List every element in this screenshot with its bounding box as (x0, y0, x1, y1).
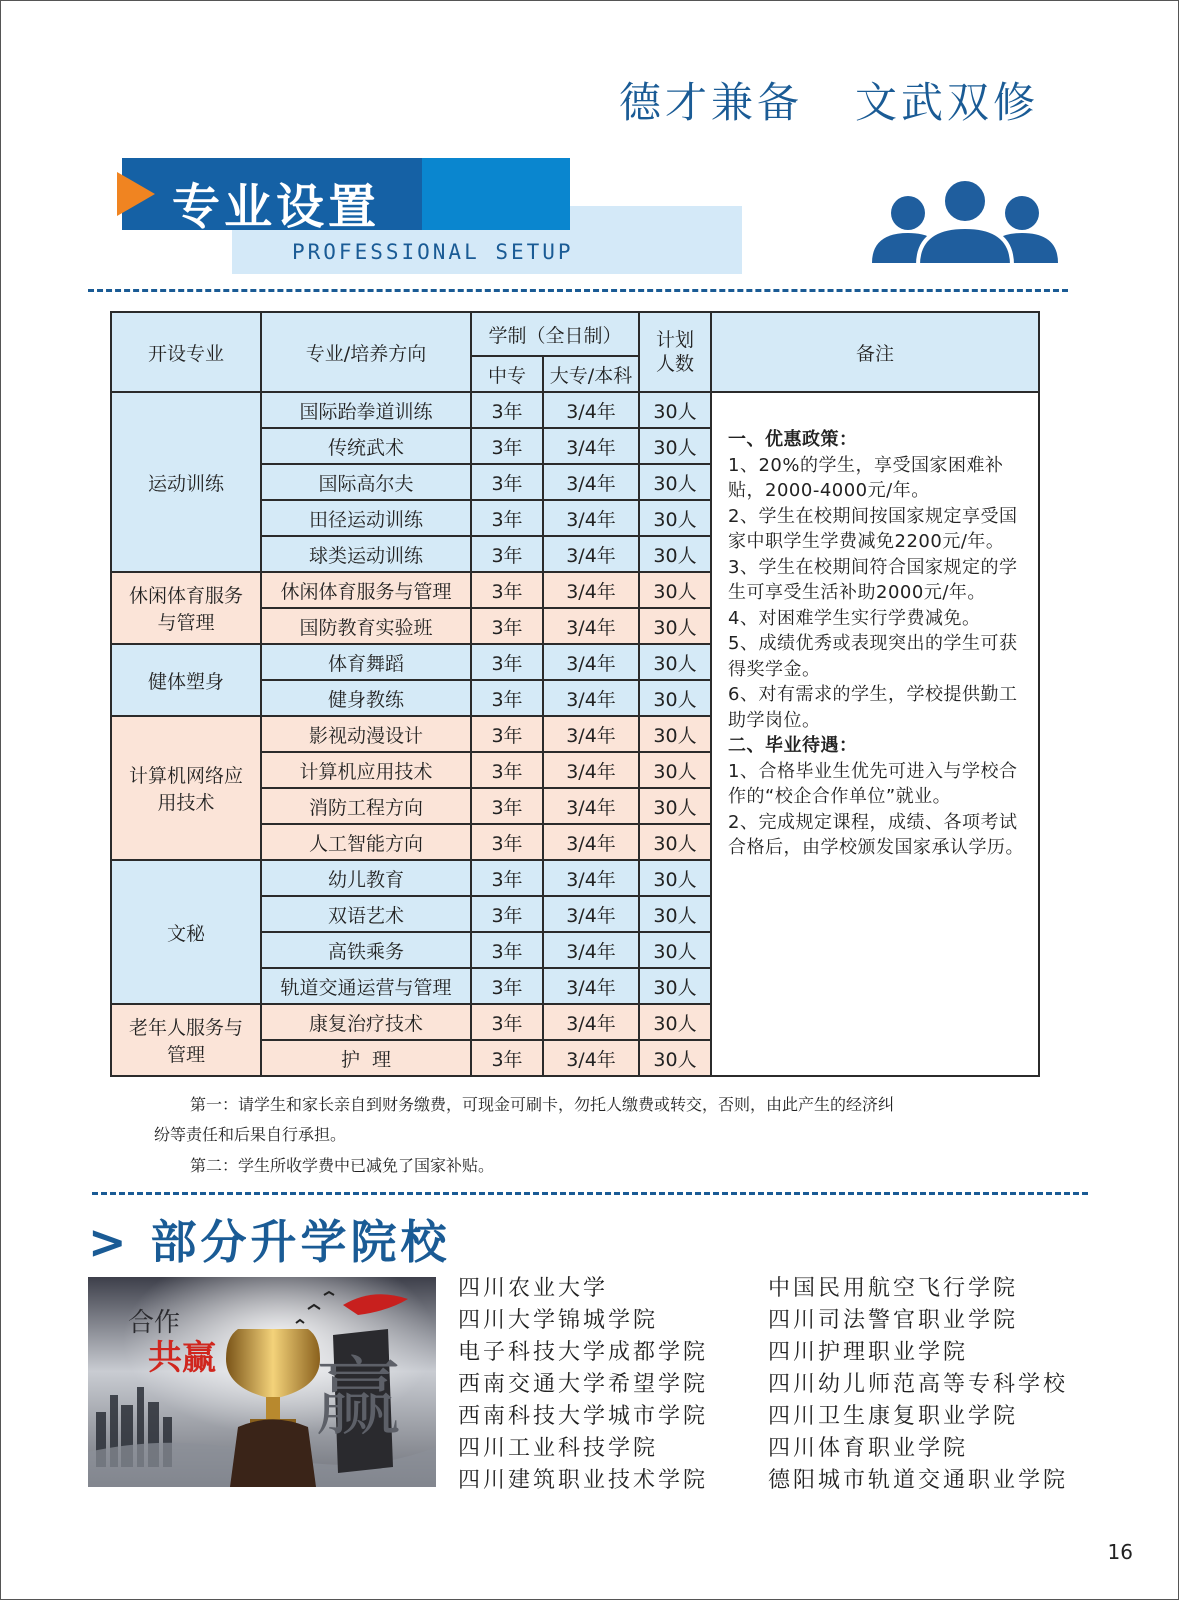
direction-cell: 影视动漫设计 (261, 716, 471, 752)
plan-cell: 30人 (639, 1040, 711, 1076)
zhongzhuan-cell: 3年 (471, 968, 543, 1004)
plan-cell: 30人 (639, 1004, 711, 1040)
school-item: 电子科技大学成都学院 (458, 1340, 709, 1365)
dazhuan-cell: 3/4年 (543, 464, 639, 500)
header-schooling: 学制（全日制） (471, 312, 639, 356)
dazhuan-cell: 3/4年 (543, 752, 639, 788)
header-direction: 专业/培养方向 (261, 312, 471, 392)
plan-cell: 30人 (639, 716, 711, 752)
section2-title: > 部分升学院校 (88, 1215, 451, 1269)
school-item: 四川工业科技学院 (458, 1436, 659, 1461)
major-table (110, 311, 1040, 1077)
plan-cell: 30人 (639, 500, 711, 536)
note-line: 6、对有需求的学生，学校提供勤工助学岗位。 (728, 684, 1018, 731)
direction-cell: 护 理 (261, 1040, 471, 1076)
notes-cell (711, 392, 1039, 1076)
dazhuan-cell: 3/4年 (543, 932, 639, 968)
school-item: 四川农业大学 (458, 1276, 609, 1301)
school-item: 四川体育职业学院 (768, 1436, 969, 1461)
section-header-band-mid (422, 158, 570, 230)
school-item: 四川大学锦城学院 (458, 1308, 659, 1333)
table-row (111, 392, 1039, 428)
divider-top (88, 289, 1068, 292)
dazhuan-cell: 3/4年 (543, 680, 639, 716)
dazhuan-cell: 3/4年 (543, 536, 639, 572)
direction-cell: 国际高尔夫 (261, 464, 471, 500)
section-title: 专业设置 (172, 179, 381, 235)
school-item: 四川建筑职业技术学院 (458, 1468, 709, 1493)
plan-cell: 30人 (639, 464, 711, 500)
zhongzhuan-cell: 3年 (471, 644, 543, 680)
header-dazhuan: 大专/本科 (543, 356, 639, 392)
header-notes: 备注 (711, 312, 1039, 392)
school-item: 四川司法警官职业学院 (768, 1308, 1019, 1333)
plan-cell: 30人 (639, 788, 711, 824)
zhongzhuan-cell: 3年 (471, 896, 543, 932)
zhongzhuan-cell: 3年 (471, 860, 543, 896)
header-plan (639, 312, 711, 392)
zhongzhuan-cell: 3年 (471, 680, 543, 716)
direction-cell: 健身教练 (261, 680, 471, 716)
school-item: 四川护理职业学院 (768, 1340, 969, 1365)
photo-win-text: 共赢 (148, 1338, 216, 1378)
major-cell: 计算机网络应用技术 (111, 716, 261, 860)
direction-cell: 体育舞蹈 (261, 644, 471, 680)
zhongzhuan-cell: 3年 (471, 1004, 543, 1040)
direction-cell: 国际跆拳道训练 (261, 392, 471, 428)
school-item: 西南科技大学城市学院 (458, 1404, 709, 1429)
direction-cell: 休闲体育服务与管理 (261, 572, 471, 608)
divider-bottom (92, 1192, 1088, 1195)
page-number: 16 (1107, 1540, 1133, 1564)
zhongzhuan-cell: 3年 (471, 788, 543, 824)
dazhuan-cell: 3/4年 (543, 788, 639, 824)
header-zhongzhuan: 中专 (471, 356, 543, 392)
school-item: 中国民用航空飞行学院 (768, 1276, 1019, 1301)
school-item: 西南交通大学希望学院 (458, 1372, 709, 1397)
arrow-icon (117, 172, 155, 216)
plan-cell: 30人 (639, 860, 711, 896)
plan-cell: 30人 (639, 968, 711, 1004)
zhongzhuan-cell: 3年 (471, 572, 543, 608)
dazhuan-cell: 3/4年 (543, 716, 639, 752)
plan-cell: 30人 (639, 608, 711, 644)
major-cell: 老年人服务与管理 (111, 1004, 261, 1076)
table-body (111, 392, 1039, 1076)
direction-cell: 轨道交通运营与管理 (261, 968, 471, 1004)
footnote-1-continued: 纷等责任和后果自行承担。 (154, 1125, 347, 1144)
dazhuan-cell: 3/4年 (543, 824, 639, 860)
zhongzhuan-cell: 3年 (471, 932, 543, 968)
section-subtitle: PROFESSIONAL SETUP (292, 240, 574, 264)
plan-cell: 30人 (639, 932, 711, 968)
direction-cell: 球类运动训练 (261, 536, 471, 572)
slogan: 德才兼备 文武双修 (618, 78, 1039, 127)
plan-cell: 30人 (639, 428, 711, 464)
plan-cell: 30人 (639, 824, 711, 860)
plan-cell: 30人 (639, 896, 711, 932)
cooperation-win-photo (88, 1277, 436, 1487)
footnote-2: 第二：学生所收学费中已减免了国家补贴。 (190, 1156, 495, 1175)
note-line: 5、成绩优秀或表现突出的学生可获得奖学金。 (728, 633, 1018, 680)
school-item: 四川卫生康复职业学院 (768, 1404, 1019, 1429)
note-line: 1、20%的学生，享受国家困难补贴，2000-4000元/年。 (728, 454, 1004, 501)
direction-cell: 高铁乘务 (261, 932, 471, 968)
zhongzhuan-cell: 3年 (471, 824, 543, 860)
plan-cell: 30人 (639, 644, 711, 680)
direction-cell: 田径运动训练 (261, 500, 471, 536)
zhongzhuan-cell: 3年 (471, 752, 543, 788)
plan-cell: 30人 (639, 680, 711, 716)
zhongzhuan-cell: 3年 (471, 464, 543, 500)
plan-cell: 30人 (639, 572, 711, 608)
schools-left-list (458, 1273, 708, 1497)
dazhuan-cell: 3/4年 (543, 608, 639, 644)
people-group-icon (870, 175, 1060, 265)
header-plan-line1: 计划 (656, 329, 695, 351)
note-line: 3、学生在校期间符合国家规定的学生可享受生活补助2000元/年。 (728, 556, 1018, 603)
direction-cell: 康复治疗技术 (261, 1004, 471, 1040)
direction-cell: 人工智能方向 (261, 824, 471, 860)
plan-cell: 30人 (639, 536, 711, 572)
school-item: 德阳城市轨道交通职业学院 (768, 1468, 1069, 1493)
dazhuan-cell: 3/4年 (543, 500, 639, 536)
zhongzhuan-cell: 3年 (471, 500, 543, 536)
dazhuan-cell: 3/4年 (543, 860, 639, 896)
dazhuan-cell: 3/4年 (543, 392, 639, 428)
dazhuan-cell: 3/4年 (543, 428, 639, 464)
note-line: 2、学生在校期间按国家规定享受国家中职学生学费减免2200元/年。 (728, 505, 1018, 552)
dazhuan-cell: 3/4年 (543, 896, 639, 932)
dazhuan-cell: 3/4年 (543, 1004, 639, 1040)
footnote-1: 第一：请学生和家长亲自到财务缴费，可现金可刷卡，勿托人缴费或转交，否则，由此产生的经济纠 (190, 1095, 895, 1114)
note-line: 二、毕业待遇： (728, 735, 858, 756)
major-cell: 运动训练 (111, 392, 261, 572)
note-line: 1、合格毕业生优先可进入与学校合作的“校企合作单位”就业。 (728, 760, 1018, 807)
schools-right-list (768, 1273, 1068, 1497)
note-line: 4、对困难学生实行学费减免。 (728, 607, 981, 629)
zhongzhuan-cell: 3年 (471, 1040, 543, 1076)
major-cell: 休闲体育服务与管理 (111, 572, 261, 644)
direction-cell: 计算机应用技术 (261, 752, 471, 788)
direction-cell: 幼儿教育 (261, 860, 471, 896)
zhongzhuan-cell: 3年 (471, 716, 543, 752)
dazhuan-cell: 3/4年 (543, 1040, 639, 1076)
dazhuan-cell: 3/4年 (543, 572, 639, 608)
photo-cooperation-text: 合作 (128, 1308, 181, 1338)
note-line: 2、完成规定课程，成绩、各项考试合格后，由学校颁发国家承认学历。 (728, 811, 1025, 858)
direction-cell: 国防教育实验班 (261, 608, 471, 644)
plan-cell: 30人 (639, 752, 711, 788)
direction-cell: 消防工程方向 (261, 788, 471, 824)
zhongzhuan-cell: 3年 (471, 536, 543, 572)
zhongzhuan-cell: 3年 (471, 428, 543, 464)
dazhuan-cell: 3/4年 (543, 644, 639, 680)
direction-cell: 双语艺术 (261, 896, 471, 932)
zhongzhuan-cell: 3年 (471, 392, 543, 428)
zhongzhuan-cell: 3年 (471, 608, 543, 644)
direction-cell: 传统武术 (261, 428, 471, 464)
major-cell: 文秘 (111, 860, 261, 1004)
header-major: 开设专业 (111, 312, 261, 392)
school-item: 四川幼儿师范高等专科学校 (768, 1372, 1069, 1397)
note-line: 一、优惠政策： (728, 429, 858, 450)
major-cell: 健体塑身 (111, 644, 261, 716)
header-plan-line2: 人数 (656, 353, 695, 375)
dazhuan-cell: 3/4年 (543, 968, 639, 1004)
plan-cell: 30人 (639, 392, 711, 428)
photo-win-character: 赢 (315, 1348, 401, 1448)
